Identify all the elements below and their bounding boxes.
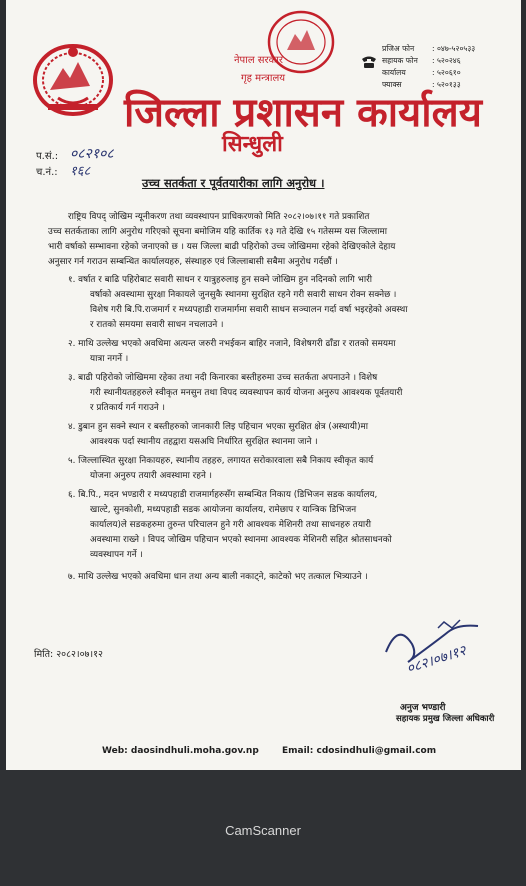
body-line: राष्ट्रिय विपद् जोखिम न्यूनीकरण तथा व्यवस्थापन प्राधिकरणको मिति २०८२।०७।११ गते प्रकाशित [68, 212, 370, 222]
body-line: व्यवस्थापन गर्ने । [90, 550, 143, 560]
email-text: Email: cdosindhuli@gmail.com [282, 746, 437, 756]
office-title: जिल्ला प्रशासन कार्यालय [124, 90, 482, 136]
body-line: ७. माथि उल्लेख भएको अवधिमा धान तथा अन्य बाली नकाट्ने, काटेको भए तत्काल भित्र्याउने । [68, 572, 368, 582]
seal-line-2: गृह मन्त्रालय [241, 73, 286, 84]
chalani-label: च.नं.: [36, 167, 58, 178]
body-line: र प्रतिकार्य गर्न गराउने । [90, 403, 165, 413]
patra-label: प.सं.: [36, 151, 59, 162]
body-line: यात्रा नगर्ने । [90, 354, 129, 364]
patra-number: ०८२१०८ [70, 146, 114, 162]
body-line: र रातको समयमा सवारी साधन नचलाउने । [90, 320, 224, 330]
contact-label: कार्यालय [382, 68, 406, 77]
nepal-emblem-icon [28, 38, 118, 118]
body-line: विशेष गरी बि.पि.राजमार्ग र मध्यपहाडी राजमार्गमा सवारी साधन सञ्चालन गर्दा वर्षा भइरहेको अवस्था [90, 305, 408, 315]
contact-label: सहायक फोन [382, 56, 418, 65]
body-line: उच्च सतर्कताका लागि अनुरोध गरिएको सूचना बमोजिम यहि कार्तिक १३ गते देखि १५ गतेसम्म यस जिल्लामा [48, 227, 388, 237]
website-text: Web: daosindhuli.moha.gov.np [102, 746, 259, 756]
scanner-watermark: CamScanner [225, 823, 301, 838]
contact-value: : ५२०१३३ [432, 80, 461, 89]
body-line: ४. डुबान हुन सक्ने स्थान र बस्तीहरुको जानकारी लिइ पहिचान भएका सुरक्षित क्षेत्र (अस्थायी)मा [68, 422, 369, 432]
body-line: ३. बाढी पहिरोको जोखिममा रहेका तथा नदी किनारका बस्तीहरुमा उच्च सतर्कता अपनाउने । विशेष [68, 373, 378, 383]
contact-value: : ०४७-५२०५३३ [432, 44, 476, 53]
district-name: सिन्धुली [222, 132, 283, 157]
contact-value: : ५२०२४६ [432, 56, 461, 65]
signatory-name: अनुज भण्डारी [400, 703, 446, 713]
body-line: कार्यालय)ले सडकहरुमा तुरुन्त परिचालन हुने गरी आवश्यक मेशिनरी तथा साधनहरु तयारी [90, 520, 372, 530]
contact-value: : ५२०६१० [432, 68, 461, 77]
seal-line-1: नेपाल सरकार [234, 55, 283, 66]
handwritten-date: ०८२।०७।१२ [404, 642, 469, 678]
issue-date: मिति: २०८२।०७।१२ [34, 649, 103, 660]
signatory-title: सहायक प्रमुख जिल्ला अधिकारी [396, 714, 495, 724]
body-line: गरी स्थानीयतहहरुले स्वीकृत मनसुन तथा विपद व्यवस्थापन कार्य योजना अनुरुप आवश्यक पूर्वतयारी [90, 388, 403, 398]
chalani-number: १६८ [70, 164, 91, 179]
body-line: ६. बि.पि., मदन भण्डारी र मध्यपहाडी राजमार्गहरुसँग सम्बन्धित निकाय (डिभिजन सडक कार्यालय, [68, 490, 378, 500]
body-line: योजना अनुरुप तयारी अवस्थामा रहने । [90, 471, 212, 481]
body-line: अवस्थामा राख्ने । विपद जोखिम पहिचान भएको स्थानमा आवश्यक मेशिनरी सहित श्रोतसाधनको [90, 535, 392, 545]
body-line: वर्षाको अवस्थामा सुरक्षा निकायले जुनसुकै स्थानमा सुरक्षित रहने गरी सवारी साधन रोक्न सक्नेछ । [90, 290, 397, 300]
body-line: ५. जिल्लास्थित सुरक्षा निकायहरु, स्थानीय तहहरु, लगायत सरोकारवाला सबै निकाय स्वीकृत कार्य [68, 456, 374, 466]
body-line: भारी वर्षाको सम्भावना रहेको जनाएको छ । यस जिल्ला बाढी पहिरोको उच्च जोखिममा रहेको देखिएकोले देहाय [48, 242, 396, 252]
contact-label: प्रजिअ फोन [382, 44, 415, 53]
body-line: आवश्यक पर्दा स्थानीय तहद्वारा यसअघि निर्धारित सुरक्षित स्थानमा जाने । [90, 437, 318, 447]
telephone-icon [360, 55, 378, 69]
letter-subject: उच्च सतर्कता र पूर्वतयारीका लागि अनुरोध । [142, 176, 325, 190]
body-line: अनुसार गर्न गराउन सम्बन्धित कार्यालयहरु, संस्थाहरु एवं जिल्लाबासी सबैमा अनुरोध गर्दछौं । [48, 257, 338, 267]
body-line: खाल्टे, सुनकोशी, मध्यपहाडी सडक आयोजना कार्यालय, रामेछाप र यान्त्रिक डिभिजन [90, 505, 357, 515]
body-line: २. माथि उल्लेख भएको अवधिमा अत्यन्त जरुरी नभईकन बाहिर नजाने, विशेषगरी ढाँडा र रातको समयमा [68, 339, 396, 349]
contact-label: फ्याक्स [382, 80, 402, 89]
letter-page [6, 0, 521, 770]
body-line: १. वर्षात र बाढि पहिरोबाट सवारी साधन र यात्रुहरुलाइ हुन सक्ने जोखिम हुन नदिनको लागि भारी [68, 275, 372, 285]
